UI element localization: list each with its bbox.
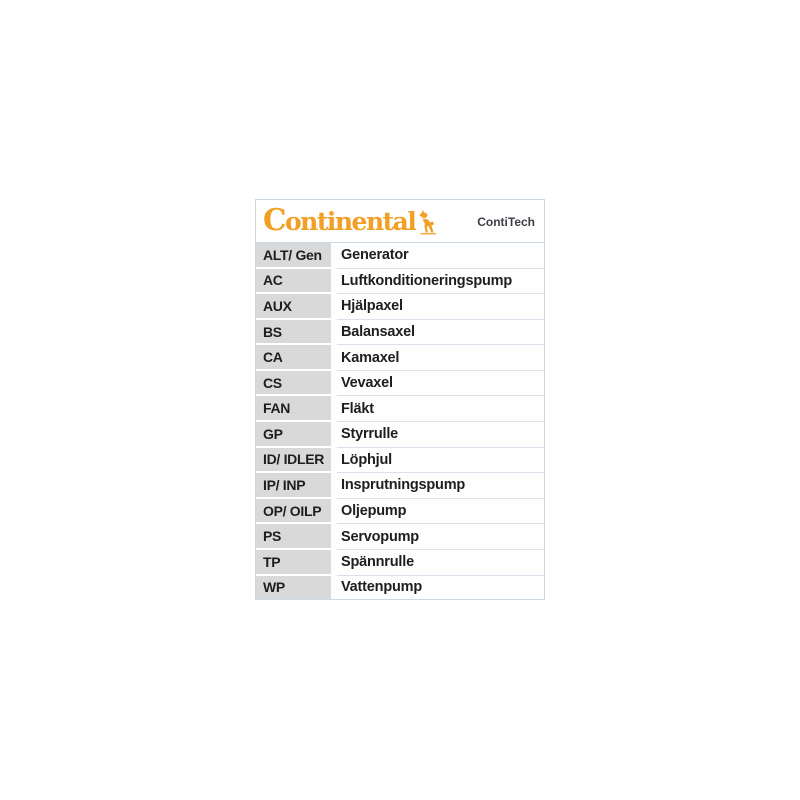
table-row <box>256 345 544 371</box>
description-cell: Vevaxel <box>337 371 544 397</box>
abbreviation-legend-table <box>255 199 545 600</box>
description-cell: Servopump <box>337 524 544 550</box>
abbreviation-cell: BS <box>256 320 331 346</box>
table-row <box>256 473 544 499</box>
description-cell: Hjälpaxel <box>337 294 544 320</box>
table-row <box>256 550 544 576</box>
table-row <box>256 499 544 525</box>
abbreviation-cell: IP/ INP <box>256 473 331 499</box>
description-cell: Vattenpump <box>337 576 544 600</box>
description-cell: Balansaxel <box>337 320 544 346</box>
table-row <box>256 448 544 474</box>
table-row <box>256 294 544 320</box>
description-cell: Styrrulle <box>337 422 544 448</box>
abbreviation-cell: AUX <box>256 294 331 320</box>
abbreviation-cell: FAN <box>256 396 331 422</box>
description-cell: Löphjul <box>337 448 544 474</box>
table-row <box>256 396 544 422</box>
abbreviation-cell: OP/ OILP <box>256 499 331 525</box>
abbreviation-cell: TP <box>256 550 331 576</box>
description-cell: Oljepump <box>337 499 544 525</box>
abbreviation-cell: AC <box>256 269 331 295</box>
continental-logo <box>263 202 437 237</box>
contitech-wordmark: ContiTech <box>477 215 535 229</box>
description-cell: Fläkt <box>337 396 544 422</box>
abbreviation-cell: CA <box>256 345 331 371</box>
table-row <box>256 320 544 346</box>
table-body <box>256 243 544 599</box>
abbreviation-cell: CS <box>256 371 331 397</box>
table-row <box>256 524 544 550</box>
table-row <box>256 576 544 600</box>
table-row <box>256 243 544 269</box>
abbreviation-cell: ALT/ Gen <box>256 243 331 269</box>
table-row <box>256 371 544 397</box>
abbreviation-cell: ID/ IDLER <box>256 448 331 474</box>
description-cell: Generator <box>337 243 544 269</box>
table-row <box>256 269 544 295</box>
table-row <box>256 422 544 448</box>
rearing-horse-icon <box>417 209 437 235</box>
description-cell: Spännrulle <box>337 550 544 576</box>
abbreviation-cell: PS <box>256 524 331 550</box>
description-cell: Kamaxel <box>337 345 544 371</box>
brand-header <box>256 200 544 243</box>
abbreviation-cell: GP <box>256 422 331 448</box>
description-cell: Luftkonditioneringspump <box>337 269 544 295</box>
description-cell: Insprutningspump <box>337 473 544 499</box>
continental-wordmark: Continental <box>263 202 416 237</box>
abbreviation-cell: WP <box>256 576 331 600</box>
